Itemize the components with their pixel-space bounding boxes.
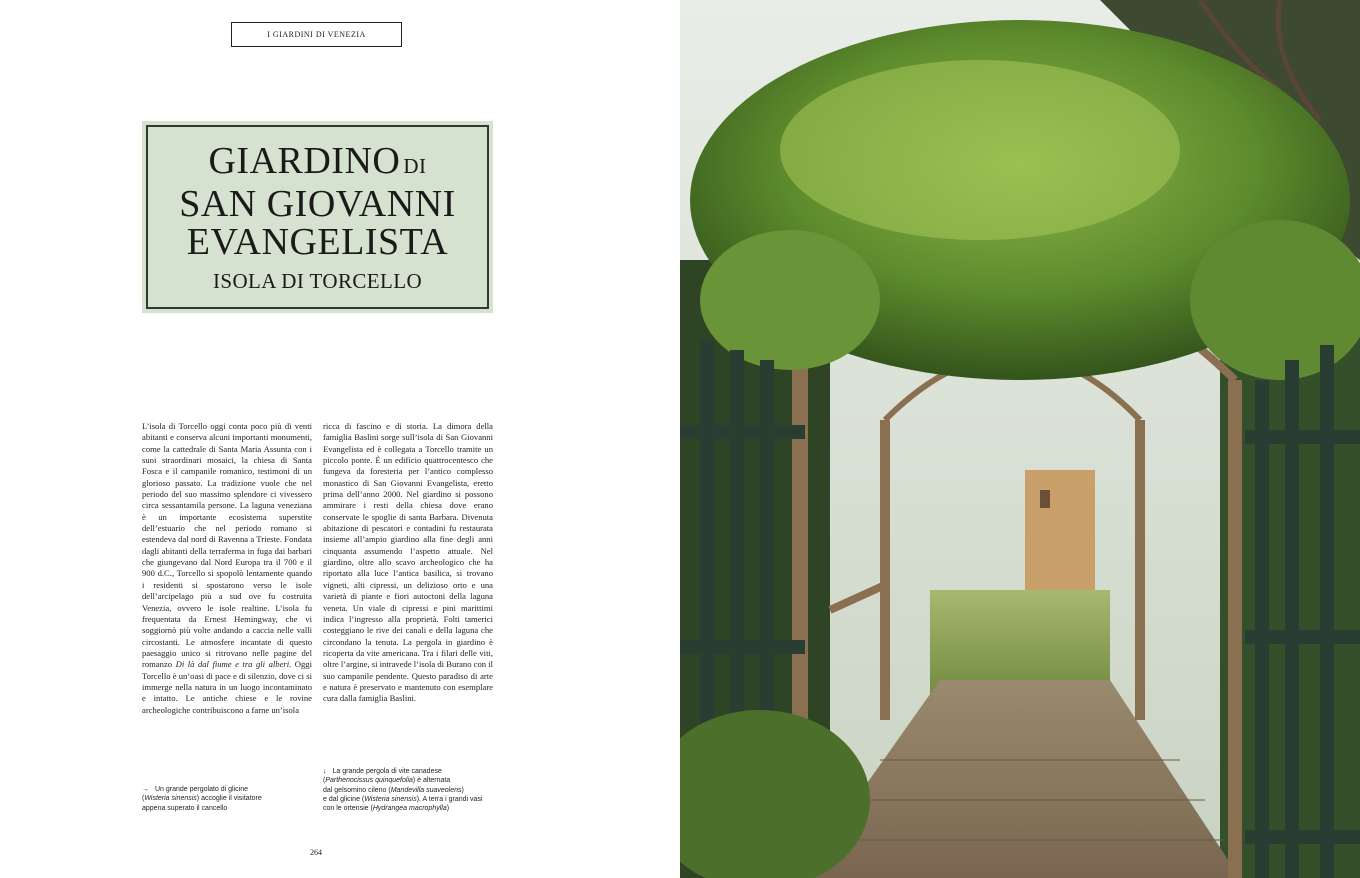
- body-column-1-text: L’isola di Torcello oggi conta poco più di venti abitanti e conserva alcuni importanti monumenti, come la cattedrale di Santa Maria Assunta con i suoi straordinari mosaici, la chiesa di Santa Fosca e il campanile romanico, testimoni di un glorioso passato. La tradizione vuole che nel periodo del suo massimo splendore ci vivessero circa sessantamila persone. La laguna veneziana è un importante ecosistema superstite dell’estuario che nel periodo romano si estendeva dal nord di Ravenna a Trieste. Fondata dagli abitanti della terraferma in fuga dai barbari che giungevano dal Nord Europa tra il 700 e il 900 d.C., Torcello si spopolò lentamente quando i residenti si spostarono verso le isole dell’arcipelago più a sud ove fu costruita Venezia, ovvero le isole realtine. L’isola fu frequentata da Ernest Hemingway, che vi soggiornò più volte andando a caccia nelle valli circostanti. Le atmosfere incantate di questo paesaggio unico si ritrovano nelle pagine del romanzo: [142, 421, 312, 670]
- caption-text: Un grande pergolato di glicine: [155, 786, 249, 793]
- caption-text: ) accoglie il visitatore: [196, 795, 262, 803]
- body-column-1: [142, 421, 312, 716]
- villa-window: [1040, 490, 1050, 508]
- pergola-photo-illustration: [680, 0, 1360, 878]
- arrow-down-icon: ↓: [323, 768, 327, 775]
- caption-text: ) è alternata: [412, 777, 451, 785]
- caption-line: [323, 795, 493, 804]
- caption-line: [323, 786, 493, 795]
- title-small-word: DI: [403, 154, 427, 178]
- page-number: 264: [310, 848, 322, 857]
- title-main-word: GIARDINO: [208, 140, 401, 182]
- caption-line: [142, 804, 312, 813]
- canopy-highlight: [780, 60, 1180, 240]
- section-label: I GIARDINI DI VENEZIA: [267, 30, 366, 39]
- caption-text: La grande pergola di vite canadese: [332, 768, 442, 775]
- body-column-2: [323, 421, 493, 705]
- arrow-right-icon: →: [142, 786, 149, 793]
- caption-text: con le ortensie (: [323, 805, 373, 813]
- body-column-2-text: ricca di fascino e di storia. La dimora della famiglia Baslini sorge sull’isola di San Giovanni Evangelista ed è collegata a Torcello tramite un piccolo ponte. È un edificio quattrocentesco che fungeva da foresteria per l’antico complesso monastico di San Giovanni Evangelista, eretto prima dell’anno 2000. Nel giardino si possono ammirare i resti della chiesa dove erano conservate le spoglie di santa Barbara. Divenuta abitazione di pescatori e contadini fu restaurata insieme all’ampio giardino alla fine degli anni cinquanta assumendo l’aspetto attuale. Nel giardino, oltre allo scavo archeologico che ha riportato alla luce l’antica basilica, si trovano vigneti, alti cipressi, un delizioso orto e una varietà di piante e fiori autoctoni della laguna veneta. Un viale di cipressi e pini marittimi indica l’ingresso alla proprietà. Folti tamerici costeggiano le rive dei canali e della laguna che circondano la tenuta. La pergola in giardino è ricoperta da vite americana. Tra i filari delle viti, oltre l’argine, si intravede l’isola di Burano con il suo campanile pendente. Questo paradiso di arte e natura è preservato e mantenuto con esemplare cura dalla famiglia Baslini.: [323, 421, 493, 704]
- caption-species: Hydrangea macrophylla: [372, 805, 447, 813]
- novel-title: Di là dal fiume e tra gli alberi: [175, 659, 290, 670]
- caption-text: dal gelsomino cileno (: [323, 786, 391, 794]
- caption-line: [323, 767, 493, 776]
- caption-species: Wisteria sinensis: [144, 795, 197, 803]
- caption-line: [323, 804, 493, 813]
- garden-photo: [680, 0, 1360, 878]
- caption-text: (: [142, 795, 145, 803]
- caption-text: (: [323, 777, 326, 785]
- caption-species: Parthenocissus quinquefolia: [325, 777, 413, 785]
- caption-arch: [142, 785, 312, 813]
- title-panel: [142, 121, 493, 313]
- caption-text: ): [446, 805, 450, 813]
- caption-text: ): [461, 786, 464, 794]
- caption-species: Mandevilla suaveolens: [390, 786, 462, 794]
- body-column-1-end: . Oggi Torcello è un’oasi di pace e di silenzio, dove ci si immerge nella natura in un luogo incontaminato e intatto. Le antiche chiese e le rovine archeologiche contribuiscono a farne un’isola: [142, 659, 312, 715]
- canopy-left-drape: [700, 230, 880, 370]
- section-header: [231, 22, 402, 47]
- caption-line: [142, 785, 312, 794]
- caption-text: appena superato il cancello: [142, 804, 228, 812]
- caption-line: [323, 776, 493, 785]
- caption-pergola: [323, 767, 493, 813]
- caption-text: ). A terra i grandi vasi: [416, 795, 483, 803]
- caption-species: Wisteria sinensis: [364, 795, 417, 803]
- title-line-3: EVANGELISTA: [186, 221, 449, 263]
- villa-wall: [1025, 470, 1095, 590]
- caption-text: e dal glicine (: [323, 795, 365, 803]
- title-line-2: SAN GIOVANNI: [179, 183, 456, 225]
- title-border: [146, 125, 489, 309]
- title-subtitle: ISOLA DI TORCELLO: [212, 269, 423, 293]
- caption-line: [142, 794, 312, 803]
- title-line-1: [208, 142, 426, 185]
